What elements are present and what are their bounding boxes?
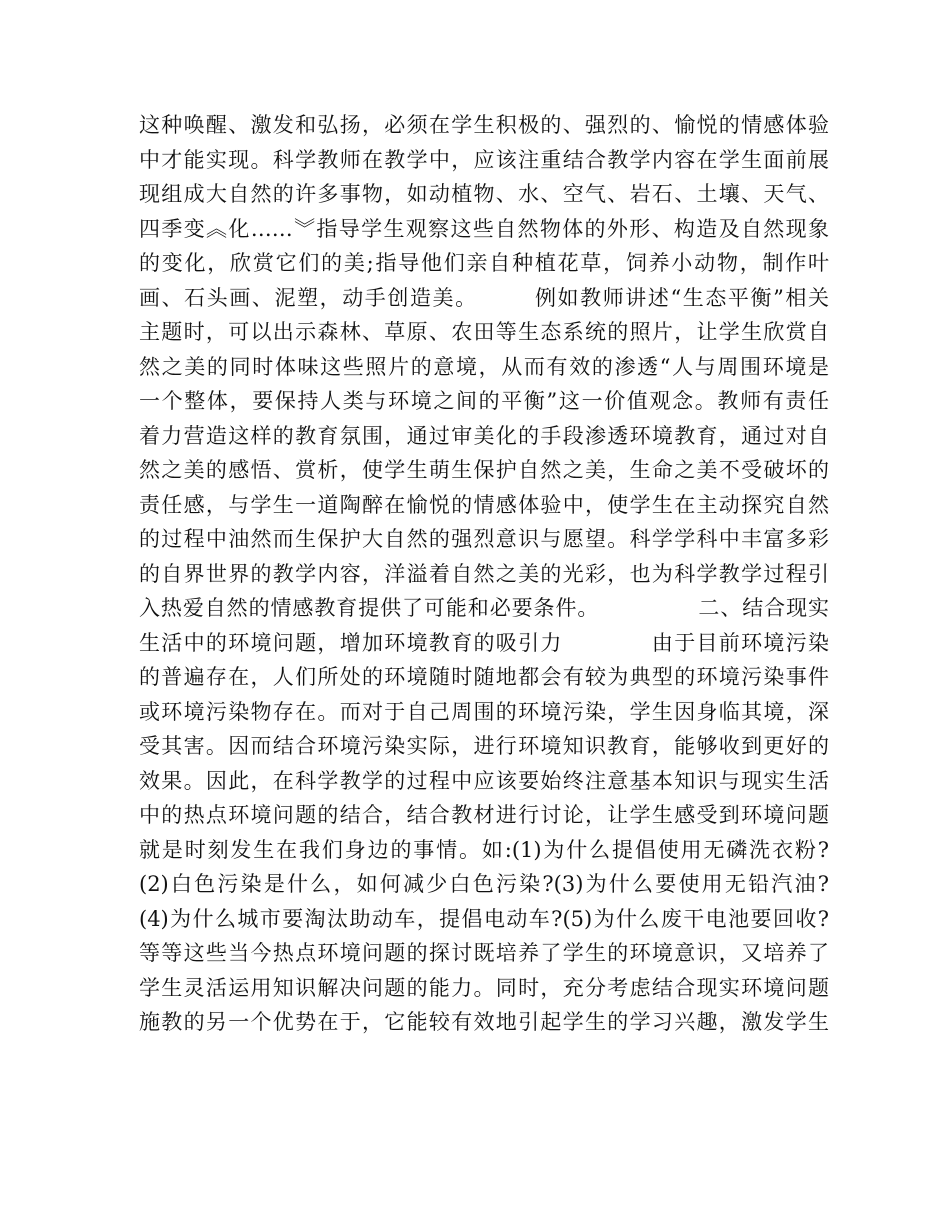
text-line: 然之美的同时体味这些照片的意境，从而有效的渗透“人与周围环境是 [139, 354, 829, 379]
text-line: 这种唤醒、激发和弘扬，必须在学生积极的、强烈的、愉悦的情感体验 [139, 113, 829, 137]
text-line: 的普遍存在，人们所处的环境随时随地都会有较为典型的环境污染事件 [139, 665, 829, 689]
text-line: 四季变︽化……︾指导学生观察这些自然物体的外形、构造及自然现象 [139, 216, 829, 241]
text-line: 主题时，可以出示森林、草原、农田等生态系统的照片，让学生欣赏自 [139, 320, 829, 344]
text-line: 一个整体，要保持人类与环境之间的平衡”这一价值观念。教师有责任 [139, 389, 829, 413]
text-line: 施教的另一个优势在于，它能较有效地引起学生的学习兴趣，激发学生 [139, 1010, 829, 1034]
text-line: 或环境污染物存在。而对于自己周围的环境污染，学生因身临其境，深 [139, 699, 829, 724]
text-line: 生活中的环境问题，增加环境教育的吸引力 由于目前环境污染 [139, 630, 829, 655]
text-line: 受其害。因而结合环境污染实际，进行环境知识教育，能够收到更好的 [139, 734, 829, 758]
text-line: 中才能实现。科学教师在教学中，应该注重结合教学内容在学生面前展 [139, 147, 829, 172]
text-line: 的过程中油然而生保护大自然的强烈意识与愿望。科学学科中丰富多彩 [139, 527, 829, 551]
text-line: 画、石头画、泥塑，动手创造美。 例如教师讲述“生态平衡”相关 [139, 285, 829, 310]
text-line: 效果。因此，在科学教学的过程中应该要始终注意基本知识与现实生活 [139, 768, 829, 793]
text-line: 等等这些当今热点环境问题的探讨既培养了学生的环境意识，又培养了 [139, 941, 829, 965]
text-line: 着力营造这样的教育氛围，通过审美化的手段渗透环境教育，通过对自 [139, 423, 829, 448]
text-line: 中的热点环境问题的结合，结合教材进行讨论，让学生感受到环境问题 [139, 803, 829, 827]
text-line: 就是时刻发生在我们身边的事情。如:(1)为什么提倡使用无磷洗衣粉? [139, 837, 829, 862]
text-line: 的变化，欣赏它们的美;指导他们亲自种植花草，饲养小动物，制作叶 [139, 251, 829, 275]
text-line: (2)白色污染是什么，如何减少白色污染?(3)为什么要使用无铅汽油? [139, 872, 829, 896]
text-line: (4)为什么城市要淘汰助动车，提倡电动车?(5)为什么废干电池要回收? [139, 906, 829, 931]
text-line: 然之美的感悟、赏析，使学生萌生保护自然之美，生命之美不受破坏的 [139, 458, 829, 482]
text-line: 学生灵活运用知识解决问题的能力。同时，充分考虑结合现实环境问题 [139, 975, 829, 1000]
text-line: 责任感，与学生一道陶醉在愉悦的情感体验中，使学生在主动探究自然 [139, 492, 829, 517]
body-text [139, 108, 829, 1040]
text-line: 现组成大自然的许多事物，如动植物、水、空气、岩石、土壤、天气、 [139, 182, 829, 206]
text-line: 的自界世界的教学内容，洋溢着自然之美的光彩，也为科学教学过程引 [139, 561, 829, 586]
text-line: 入热爱自然的情感教育提供了可能和必要条件。 二、结合现实 [139, 596, 829, 620]
